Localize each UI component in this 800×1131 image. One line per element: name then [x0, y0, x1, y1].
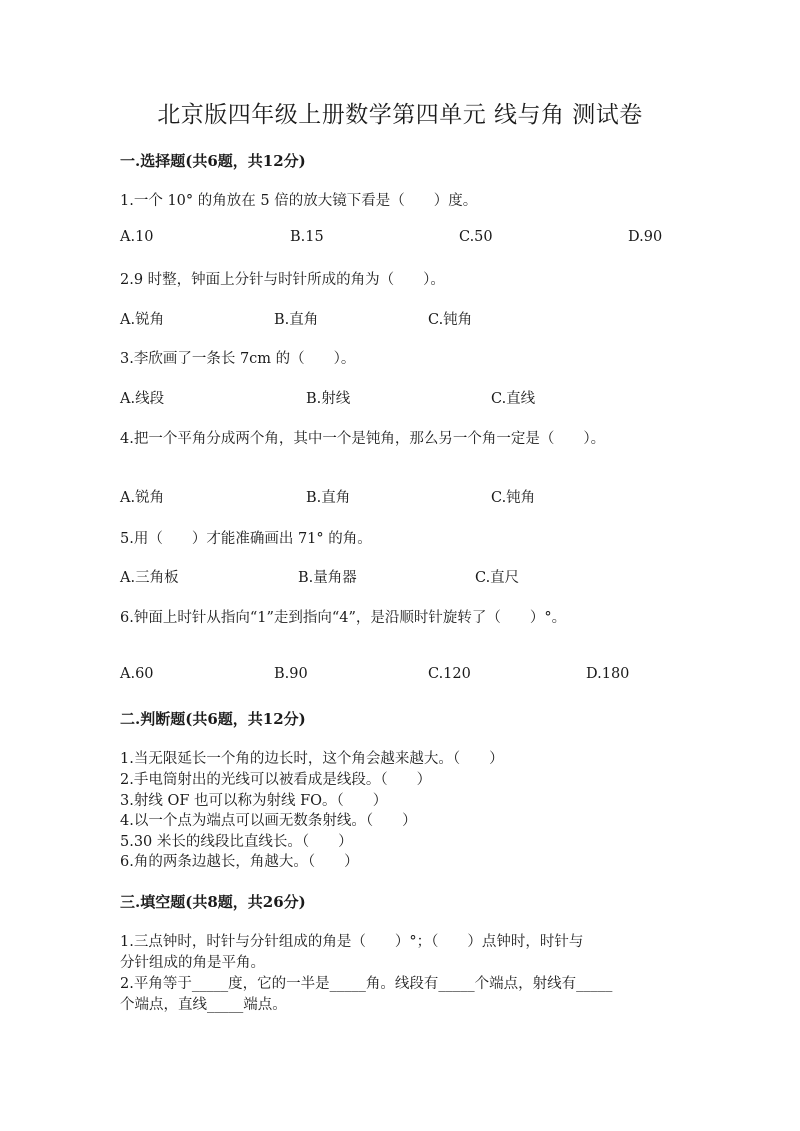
judge-item-4: 4.以一个点为端点可以画无数条射线。（ ）: [120, 813, 417, 829]
option-5c: C.直尺: [475, 570, 520, 586]
option-6c: C.120: [428, 666, 471, 682]
question-1: 1.一个 10° 的角放在 5 倍的放大镜下看是（ ）度。: [120, 193, 478, 209]
option-2a: A.锐角: [120, 312, 165, 328]
judge-item-2: 2.手电筒射出的光线可以被看成是线段。（ ）: [120, 772, 432, 788]
option-4b: B.直角: [306, 490, 351, 506]
option-1d: D.90: [628, 229, 663, 245]
option-4c: C.钝角: [491, 490, 536, 506]
option-2c: C.钝角: [428, 312, 473, 328]
option-6b: B.90: [274, 666, 308, 682]
judge-item-5: 5.30 米长的线段比直线长。（ ）: [120, 834, 353, 850]
option-6a: A.60: [120, 666, 154, 682]
option-2b: B.直角: [274, 312, 319, 328]
option-5b: B.量角器: [298, 570, 357, 586]
question-2: 2.9 时整，钟面上分针与时针所成的角为（ ）。: [120, 272, 445, 288]
option-1a: A.10: [120, 229, 154, 245]
option-4a: A.锐角: [120, 490, 165, 506]
question-4: 4.把一个平角分成两个角，其中一个是钝角，那么另一个角一定是（ ）。: [120, 431, 606, 447]
option-3c: C.直线: [491, 391, 536, 407]
judge-item-3: 3.射线 OF 也可以称为射线 FO。（ ）: [120, 793, 388, 809]
section-heading-fill: 三.填空题(共8题，共26分): [120, 893, 306, 911]
page-title: 北京版四年级上册数学第四单元 线与角 测试卷: [157, 102, 643, 128]
option-5a: A.三角板: [120, 570, 179, 586]
fill-line-2: 分针组成的角是平角。: [120, 955, 265, 971]
option-1c: C.50: [459, 229, 493, 245]
option-3a: A.线段: [120, 391, 165, 407]
fill-line-3: 2.平角等于_____度，它的一半是_____角。线段有_____个端点，射线有_____: [120, 976, 613, 992]
question-5: 5.用（ ）才能准确画出 71° 的角。: [120, 531, 372, 547]
fill-line-1: 1.三点钟时，时针与分针组成的角是（ ）°；（ ）点钟时，时针与: [120, 934, 584, 950]
option-1b: B.15: [290, 229, 324, 245]
judge-item-1: 1.当无限延长一个角的边长时，这个角会越来越大。（ ）: [120, 751, 504, 767]
section-heading-choice: 一.选择题(共6题，共12分): [120, 152, 306, 170]
section-heading-judge: 二.判断题(共6题，共12分): [120, 710, 306, 728]
option-6d: D.180: [586, 666, 630, 682]
option-3b: B.射线: [306, 391, 351, 407]
judge-item-6: 6.角的两条边越长，角越大。（ ）: [120, 854, 359, 870]
question-6: 6.钟面上时针从指向“1”走到指向“4”，是沿顺时针旋转了（ ）°。: [120, 610, 567, 626]
question-3: 3.李欣画了一条长 7cm 的（ ）。: [120, 351, 356, 367]
fill-line-4: 个端点，直线_____端点。: [120, 997, 287, 1013]
